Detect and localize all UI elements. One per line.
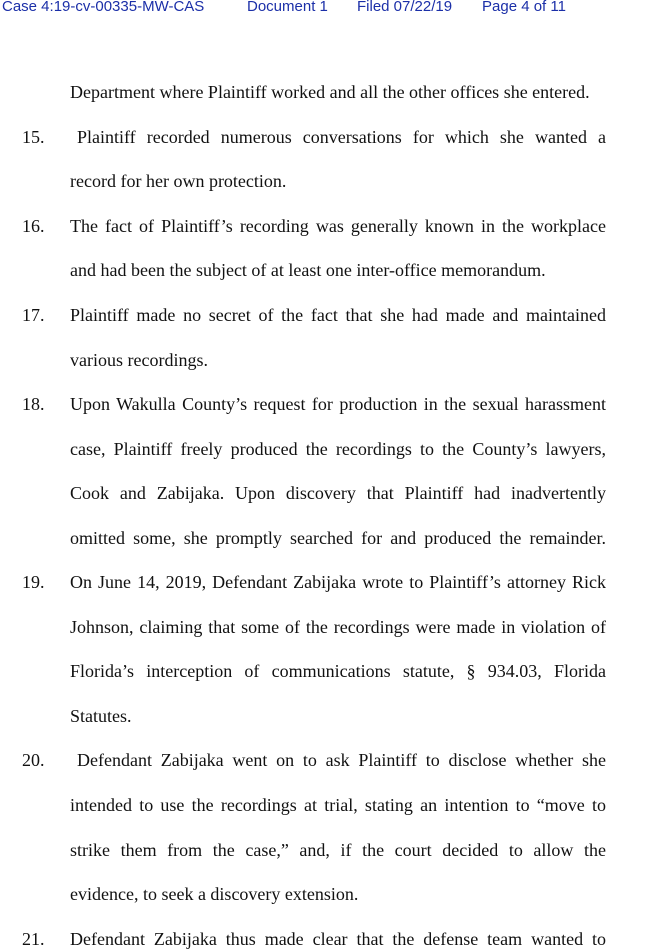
paragraph-line: Plaintiff recorded numerous conversations for which she wanted a bbox=[77, 127, 606, 147]
paragraph-line: Florida’s interception of communications statute, § 934.03, Florida bbox=[70, 661, 606, 681]
paragraph-number: 21. bbox=[22, 929, 45, 949]
paragraph-number: 19. bbox=[22, 572, 45, 592]
paragraph-line: Cook and Zabijaka. Upon discovery that Plaintiff had inadvertently bbox=[70, 483, 606, 503]
paragraph-line: case, Plaintiff freely produced the recordings to the County’s lawyers, bbox=[70, 439, 606, 459]
filed-date: Filed 07/22/19 bbox=[357, 0, 453, 15]
document-number: Document 1 bbox=[247, 0, 328, 15]
page-number: Page 4 of 11 bbox=[482, 0, 566, 15]
paragraph-line: various recordings. bbox=[70, 350, 208, 370]
paragraph-line: strike them from the case,” and, if the court decided to allow the bbox=[70, 840, 606, 860]
paragraph-number: 17. bbox=[22, 305, 45, 325]
paragraph-line: The fact of Plaintiff’s recording was generally known in the workplace bbox=[70, 216, 606, 236]
paragraph-line: intended to use the recordings at trial, stating an intention to “move to bbox=[70, 795, 606, 815]
paragraph-line: Plaintiff made no secret of the fact that she had made and maintained bbox=[70, 305, 606, 325]
paragraph-line: omitted some, she promptly searched for and produced the remainder. bbox=[70, 528, 606, 548]
paragraph-line: Johnson, claiming that some of the recordings were made in violation of bbox=[70, 617, 606, 637]
paragraph-number: 18. bbox=[22, 394, 45, 414]
paragraph-line: evidence, to seek a discovery extension. bbox=[70, 884, 359, 904]
paragraph-line: On June 14, 2019, Defendant Zabijaka wrote to Plaintiff’s attorney Rick bbox=[70, 572, 606, 592]
paragraph-number: 15. bbox=[22, 127, 45, 147]
paragraph-line: and had been the subject of at least one inter-office memorandum. bbox=[70, 260, 546, 280]
case-number: Case 4:19-cv-00335-MW-CAS bbox=[2, 0, 205, 15]
paragraph-line: Defendant Zabijaka thus made clear that the defense team wanted to bbox=[70, 929, 606, 949]
paragraph-line: Defendant Zabijaka went on to ask Plaintiff to disclose whether she bbox=[77, 750, 606, 770]
paragraph-line: Statutes. bbox=[70, 706, 132, 726]
paragraph-number: 20. bbox=[22, 750, 45, 770]
paragraph-number: 16. bbox=[22, 216, 45, 236]
paragraph-line: Upon Wakulla County’s request for production in the sexual harassment bbox=[70, 394, 606, 414]
paragraph-line: record for her own protection. bbox=[70, 171, 287, 191]
paragraph-line: Department where Plaintiff worked and all the other offices she entered. bbox=[70, 82, 590, 102]
